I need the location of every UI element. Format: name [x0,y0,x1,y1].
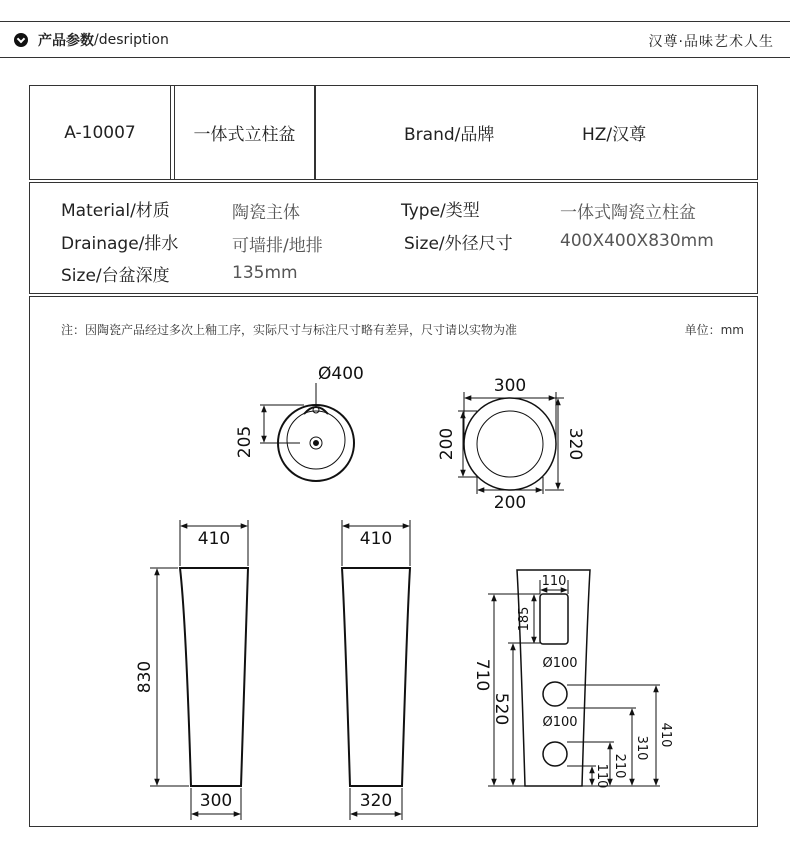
dim-front-bottom: 300 [199,791,233,811]
type-value: 一体式陶瓷立柱盆 [560,203,696,223]
section-subtitle: /desription [94,32,169,48]
dim-plan-left: 200 [437,427,457,461]
product-kind: 一体式立柱盆 [193,125,296,145]
dim-front-top: 410 [197,529,231,549]
dim-side-bottom: 320 [359,791,393,811]
dim-top-depth: 205 [235,425,255,459]
pedestal-front-view [150,520,248,820]
material-value: 陶瓷主体 [232,203,300,223]
dim-plan-width: 300 [493,376,527,396]
dim-side-top: 410 [359,529,393,549]
basin-depth-value: 135mm [232,263,298,283]
material-label: Material/材质 [61,201,170,221]
dim-plan-right: 320 [565,427,585,461]
outer-size-label: Size/外径尺寸 [404,234,513,254]
dim-height-710: 710 [472,658,492,692]
dim-hole-lower: Ø100 [542,715,578,730]
dim-back-panel-width: 110 [541,574,567,589]
section-title: 产品参数 [38,33,94,49]
model-number: A-10007 [64,122,136,143]
dim-back-panel-height: 185 [517,606,532,632]
type-label: Type/类型 [401,201,480,221]
unit-label: 单位：mm [684,323,744,337]
basin-top-view [260,383,354,481]
brand-slogan: 汉尊·品味艺术人生 [648,34,774,50]
dim-height-520: 520 [491,692,511,726]
dim-height-410: 410 [658,722,673,748]
dim-front-height: 830 [135,660,155,694]
drainage-value: 可墙排/地排 [232,236,323,256]
dim-height-110: 110 [594,763,609,789]
dim-height-210: 210 [612,753,627,779]
dim-plan-bottom: 200 [493,493,527,513]
brand-value: HZ/汉尊 [582,125,647,145]
basin-depth-label: Size/台盆深度 [61,266,170,286]
tolerance-note: 注：因陶瓷产品经过多次上釉工序，实际尺寸与标注尺寸略有差异，尺寸请以实物为准 [61,323,518,337]
pedestal-side-view [342,520,410,820]
basin-plan-view [458,392,564,494]
dim-height-310: 310 [634,735,649,761]
outer-size-value: 400X400X830mm [560,231,714,251]
dim-hole-upper: Ø100 [542,656,578,671]
brand-label: Brand/品牌 [404,125,495,145]
dim-top-diameter: Ø400 [318,364,364,384]
drainage-label: Drainage/排水 [61,234,179,254]
